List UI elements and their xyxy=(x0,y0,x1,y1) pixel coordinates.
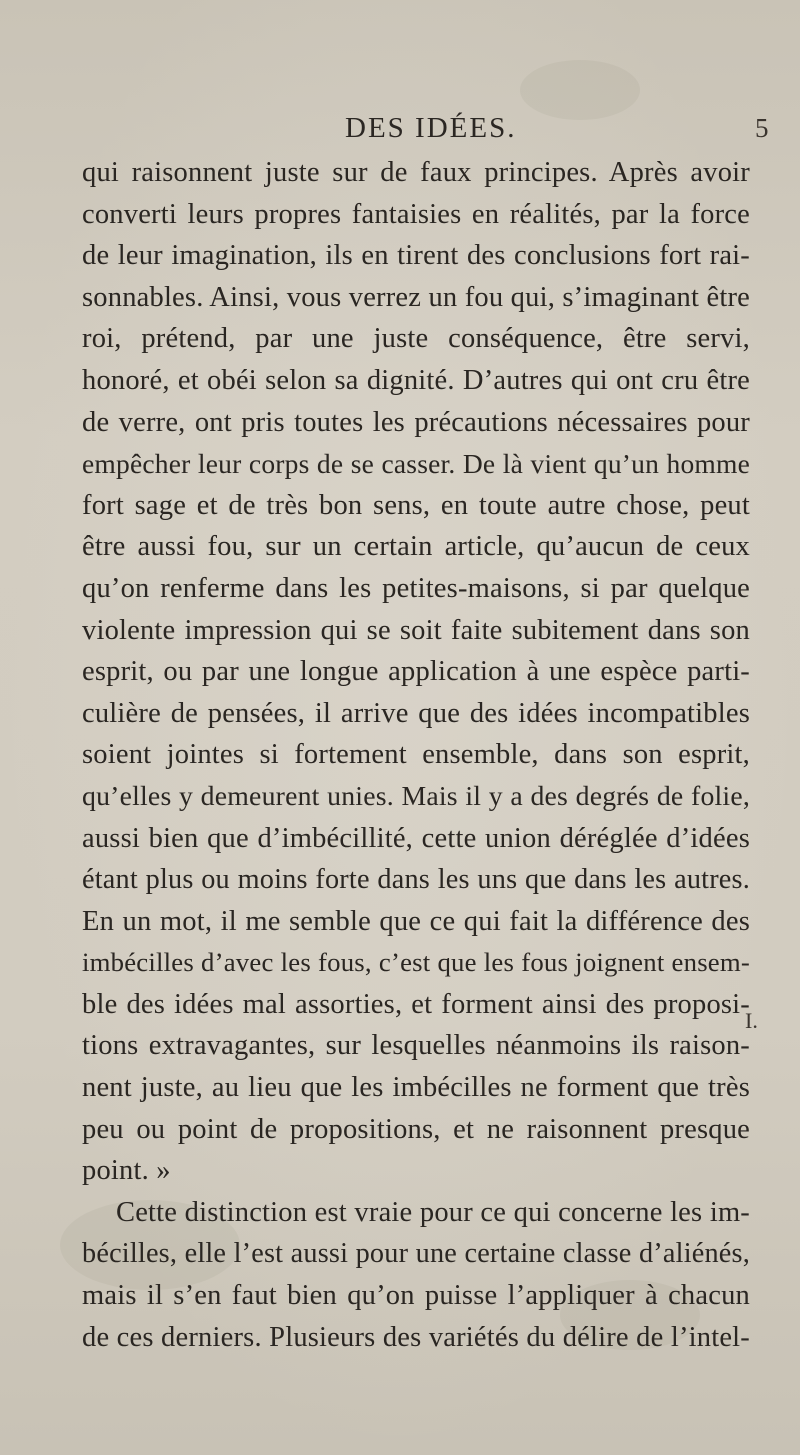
text-line: bécilles, elle l’est aussi pour une certaine classe d’aliénés, xyxy=(82,1238,750,1270)
text-line: nent juste, au lieu que les imbécilles ne forment que très xyxy=(82,1072,750,1104)
text-line: ble des idées mal assorties, et forment ainsi des proposi- xyxy=(82,988,750,1020)
text-line: de leur imagination, ils en tirent des conclusions fort rai- xyxy=(82,240,750,272)
text-line: être aussi fou, sur un certain article, qu’aucun de ceux xyxy=(82,531,750,563)
text-line: tions extravagantes, sur lesquelles néanmoins ils raison- xyxy=(82,1030,750,1062)
text-line: converti leurs propres fantaisies en réalités, par la force xyxy=(82,198,750,230)
text-line: violente impression qui se soit faite subitement dans son xyxy=(82,614,750,646)
body-text xyxy=(82,152,750,1358)
text-line: qui raisonnent juste sur de faux principes. Après avoir xyxy=(82,157,750,188)
text-line: de ces derniers. Plusieurs des variétés du délire de l’intel- xyxy=(82,1321,750,1353)
text-line: En un mot, il me semble que ce qui fait la différence des xyxy=(82,905,750,937)
text-line: Cette distinction est vraie pour ce qui concerne les im- xyxy=(116,1196,750,1228)
text-line: point. » xyxy=(82,1155,171,1187)
text-line: sonnables. Ainsi, vous verrez un fou qui, s’imaginant être xyxy=(82,281,750,313)
text-line: étant plus ou moins forte dans les uns que dans les autres. xyxy=(82,864,750,896)
text-line: imbécilles d’avec les fous, c’est que les fous joignent ensem- xyxy=(82,947,750,978)
text-line: qu’elles y demeurent unies. Mais il y a des degrés de folie, xyxy=(82,780,750,812)
text-line: culière de pensées, il arrive que des idées incompatibles xyxy=(82,697,750,729)
text-line: peu ou point de propositions, et ne raisonnent presque xyxy=(82,1113,750,1145)
text-line: de verre, ont pris toutes les précautions nécessaires pour xyxy=(82,406,750,438)
text-line: mais il s’en faut bien qu’on puisse l’appliquer à chacun xyxy=(82,1280,750,1312)
running-head xyxy=(0,112,800,152)
page-number: 5 xyxy=(755,113,769,143)
text-line: fort sage et de très bon sens, en toute autre chose, peut xyxy=(82,489,750,521)
text-line: soient jointes si fortement ensemble, dans son esprit, xyxy=(82,739,750,771)
text-line: roi, prétend, par une juste conséquence, être servi, xyxy=(82,323,750,355)
text-line: empêcher leur corps de se casser. De là vient qu’un homme xyxy=(82,448,750,480)
text-line: aussi bien que d’imbécillité, cette union déréglée d’idées xyxy=(82,822,750,854)
running-head-title: DES IDÉES. xyxy=(345,112,517,144)
text-line: honoré, et obéi selon sa dignité. D’autres qui ont cru être xyxy=(82,364,750,396)
signature-mark: I. xyxy=(745,1008,758,1033)
text-line: qu’on renferme dans les petites-maisons, si par quelque xyxy=(82,572,750,604)
paper-stain xyxy=(520,60,640,120)
text-line: esprit, ou par une longue application à une espèce parti- xyxy=(82,656,750,688)
